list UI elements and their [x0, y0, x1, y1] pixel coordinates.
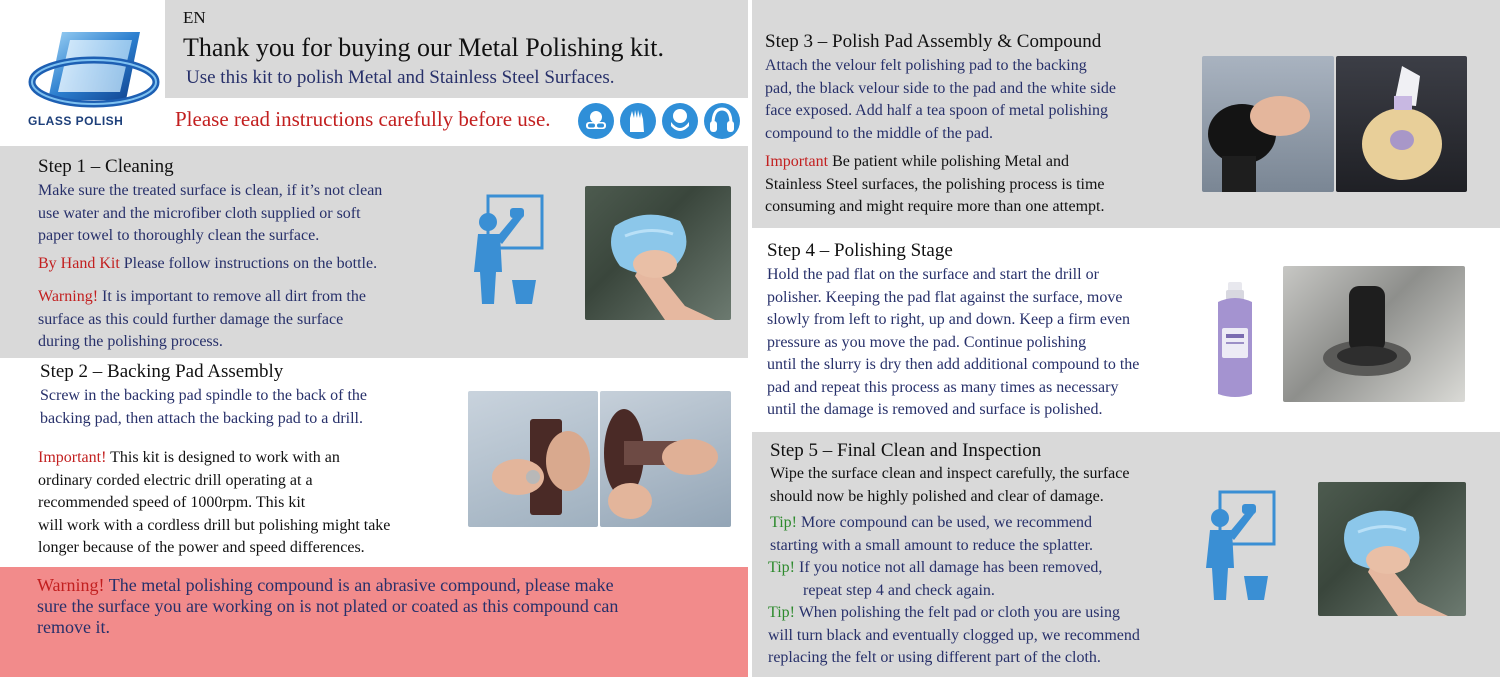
cleaning-pictogram-icon: [466, 192, 546, 310]
polish-pad-photo-1: [1202, 56, 1334, 192]
step1-kit-note: By Hand Kit Please follow instructions on the bottle.: [38, 255, 378, 272]
warning-box-label: Warning!: [37, 575, 105, 595]
step2-important: Important! This kit is designed to work with an ordinary corded electric drill operating at a recommended speed of 1000rpm. This kit will work with a cordless drill but polishing might take longer because of the power and speed differences.: [38, 449, 391, 556]
page-title: Thank you for buying our Metal Polishing kit.: [183, 33, 664, 62]
kit-label: By Hand Kit: [38, 255, 120, 272]
polish-pad-photo-2: [1336, 56, 1467, 192]
page-subtitle: Use this kit to polish Metal and Stainless Steel Surfaces.: [186, 67, 615, 88]
step3-important: Important Be patient while polishing Metal and Stainless Steel surfaces, the polishing process is time consuming and might require more than one attempt.: [765, 153, 1105, 215]
step5-text: Wipe the surface clean and inspect carefully, the surface should now be highly polished and clear of damage.: [770, 465, 1130, 505]
safety-icons: [578, 102, 743, 140]
step1-title: Step 1 – Cleaning: [38, 156, 174, 177]
final-clean-photo: [1318, 482, 1466, 616]
backing-pad-photo-1: [468, 391, 598, 527]
tip-label: Tip!: [770, 514, 797, 531]
cleaning-photo: [585, 186, 731, 320]
warning-label: Warning!: [38, 288, 99, 305]
step5-title: Step 5 – Final Clean and Inspection: [770, 440, 1042, 461]
polishing-photo: [1283, 266, 1465, 402]
compound-bottle-icon: [1212, 280, 1258, 400]
step5-tips: Tip! More compound can be used, we recommend starting with a small amount to reduce the splatter. Tip! If you notice not all damage has been removed, repeat step 4 and check again. Tip! When polishing the felt pad or cloth you are using will turn black and eventually clogged up, we recommend replacing the felt or using different part of the cloth.: [768, 514, 1140, 666]
mask-icon: [662, 103, 698, 139]
step2-text: Screw in the backing pad spindle to the back of the backing pad, then attach the backing pad to a drill.: [40, 387, 368, 427]
tip-label: Tip!: [768, 604, 795, 621]
step4-text: Hold the pad flat on the surface and start the drill or polisher. Keeping the pad flat against the surface, move slowly from left to right, up and down. Keep a firm even pressure as you move the pad. Continue polishing until the slurry is dry then add additional compound to the pad and repeat this process as many times as necessary until the damage is removed and surface is polished.: [767, 266, 1140, 418]
step3-text: Attach the velour felt polishing pad to the backing pad, the black velour side to the pad and the white side face exposed. Add half a tea spoon of metal polishing compound to the middle of the pad.: [765, 57, 1117, 142]
gloves-icon: [620, 103, 656, 139]
goggles-icon: [578, 103, 614, 139]
logo-mark-icon: [22, 22, 167, 110]
step3-title: Step 3 – Polish Pad Assembly & Compound: [765, 31, 1102, 52]
step1-text: Make sure the treated surface is clean, if it’s not clean use water and the microfiber cloth supplied or soft paper towel to thoroughly clean the surface.: [38, 182, 383, 244]
language-code: EN: [183, 8, 206, 27]
glass-polish-logo: [22, 22, 167, 132]
ear-protection-icon: [704, 103, 740, 139]
cleaning-pictogram-icon: [1198, 488, 1278, 606]
backing-pad-photo-2: [600, 391, 731, 527]
important-label: Important: [765, 153, 829, 170]
important-label: Important!: [38, 449, 107, 466]
step1-warning: Warning! It is important to remove all dirt from the surface as this could further damage the surface during the polishing process.: [38, 288, 366, 350]
warning-box-text: Warning! The metal polishing compound is an abrasive compound, please make sure the surface you are working on is not plated or coated as this compound can remove it.: [37, 575, 619, 637]
step4-title: Step 4 – Polishing Stage: [767, 240, 953, 261]
read-instructions-notice: Please read instructions carefully before use.: [175, 107, 551, 131]
logo-text: GLASS POLISH: [28, 114, 124, 128]
step2-title: Step 2 – Backing Pad Assembly: [40, 361, 284, 382]
tip-label: Tip!: [768, 559, 795, 576]
